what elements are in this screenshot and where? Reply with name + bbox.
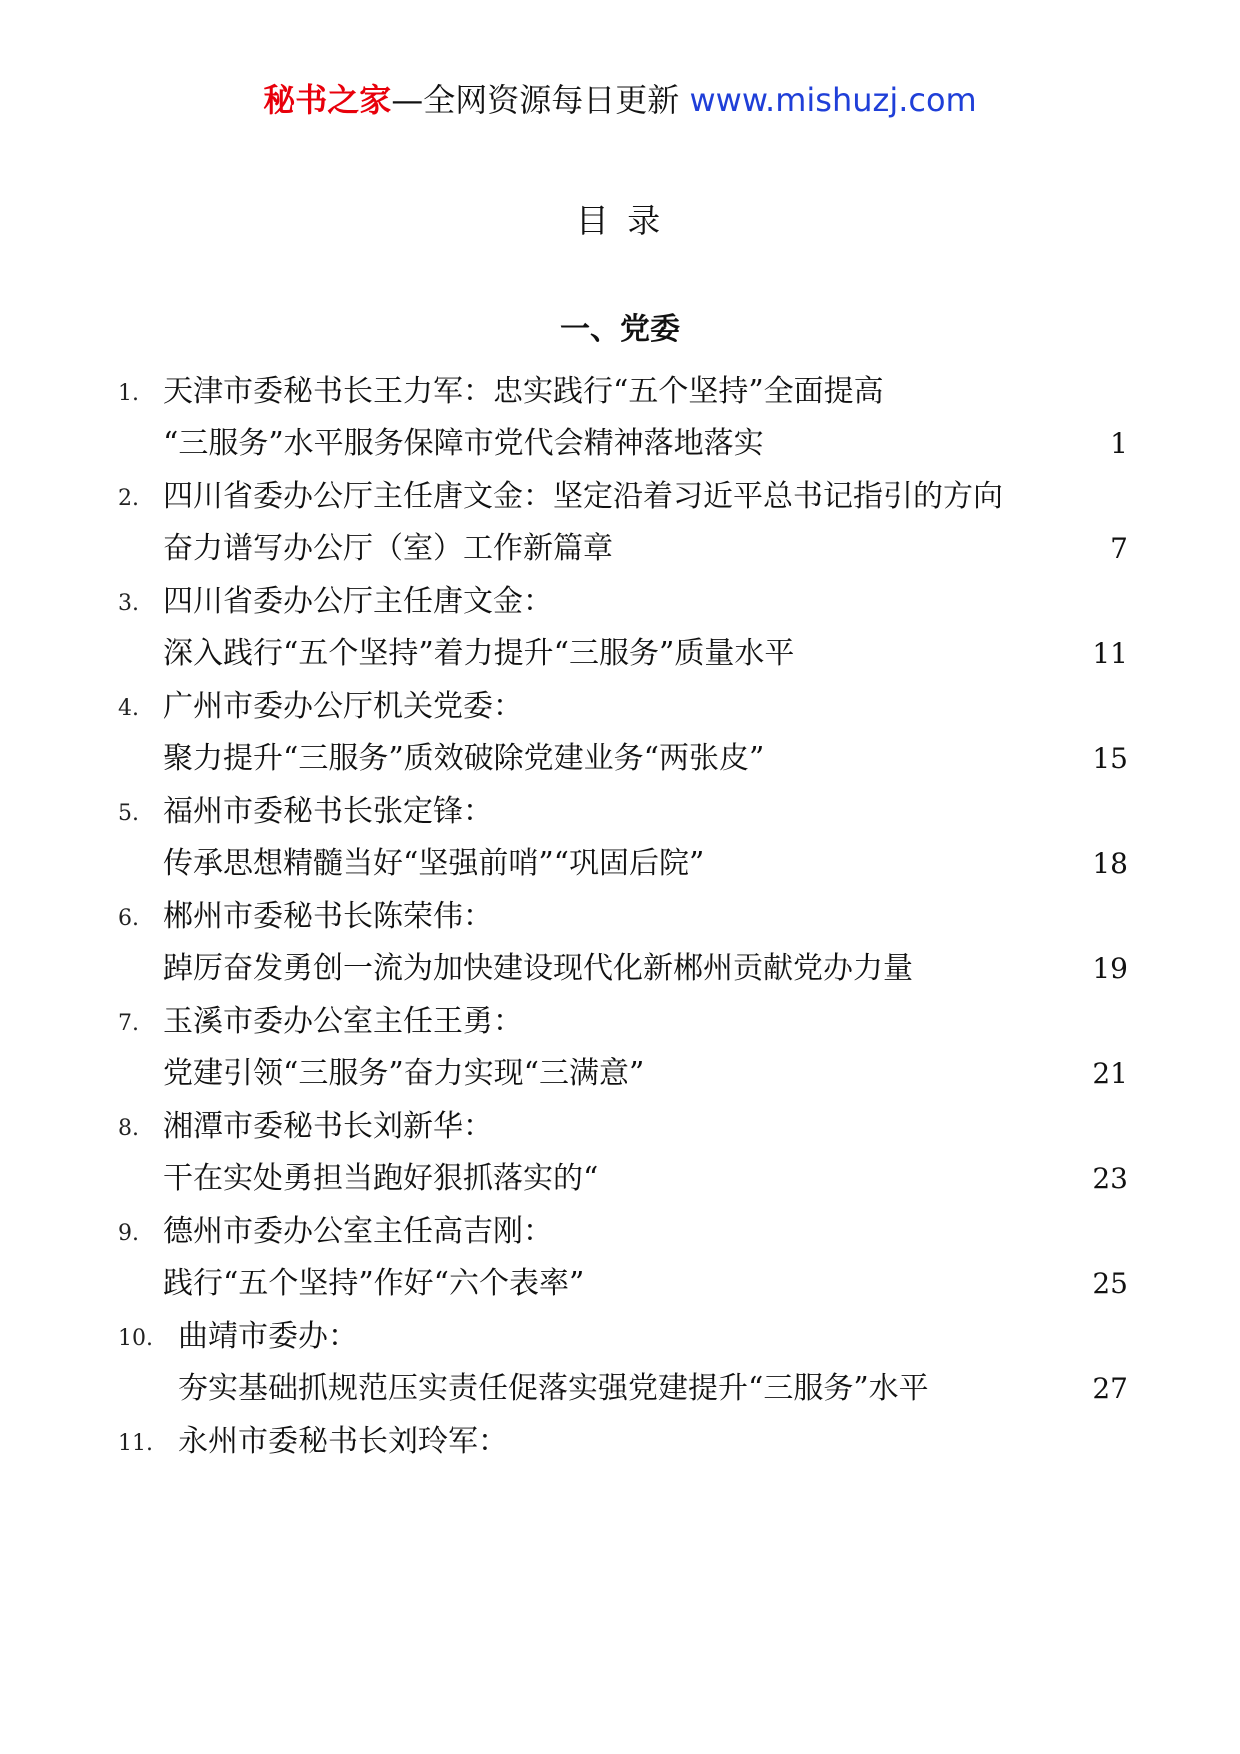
toc-entry-page: 25 (1092, 1267, 1128, 1300)
toc-entry-10-title-line[interactable] (0, 1311, 1240, 1363)
toc-entry-number: 6. (118, 906, 139, 931)
toc-entry-number: 10. (118, 1326, 153, 1351)
toc-entry-page: 7 (1110, 532, 1128, 565)
toc-entry-3-title-line[interactable] (0, 576, 1240, 628)
toc-entry-subtitle: 夯实基础抓规范压实责任促落实强党建提升“三服务”水平 (178, 1371, 929, 1406)
toc-entry-4-cont-line[interactable] (0, 733, 1240, 785)
toc-entry-9-title-line[interactable] (0, 1206, 1240, 1258)
toc-entry-7-title-line[interactable] (0, 996, 1240, 1048)
banner-url-link[interactable]: www.mishuzj.com (689, 81, 977, 119)
toc-entry-subtitle: 奋力谱写办公厅（室）工作新篇章 (163, 531, 613, 566)
toc-entry-page: 27 (1092, 1372, 1128, 1405)
toc-entry-10-cont-line[interactable] (0, 1363, 1240, 1415)
toc-entry-title: 福州市委秘书长张定锋： (163, 794, 493, 829)
toc-entry-title: 玉溪市委办公室主任王勇： (163, 1004, 523, 1039)
toc-entry-2-title-line[interactable] (0, 471, 1240, 523)
toc-entry-subtitle: 干在实处勇担当跑好狠抓落实的“ (163, 1161, 599, 1196)
toc-entry-7-cont-line[interactable] (0, 1048, 1240, 1100)
banner-brand: 秘书之家 (263, 81, 392, 119)
toc-entry-title: 曲靖市委办： (178, 1319, 358, 1354)
toc-entry-page: 18 (1092, 847, 1128, 880)
toc-entry-title: 郴州市委秘书长陈荣伟： (163, 899, 493, 934)
toc-title: 目 录 (575, 201, 665, 240)
toc-entry-8-title-line[interactable] (0, 1101, 1240, 1153)
toc-entry-8-cont-line[interactable] (0, 1153, 1240, 1205)
toc-entry-5-cont-line[interactable] (0, 838, 1240, 890)
toc-entry-6-title-line[interactable] (0, 891, 1240, 943)
toc-entry-subtitle: 踔厉奋发勇创一流为加快建设现代化新郴州贡献党办力量 (163, 951, 913, 986)
toc-entry-title: 天津市委秘书长王力军：忠实践行“五个坚持”全面提高 (163, 374, 884, 409)
toc-entry-subtitle: 传承思想精髓当好“坚强前哨”“巩固后院” (163, 846, 705, 881)
toc-entry-title: 广州市委办公厅机关党委： (163, 689, 523, 724)
toc-entry-number: 2. (118, 486, 139, 511)
toc-entry-title: 湘潭市委秘书长刘新华： (163, 1109, 493, 1144)
section-heading: 一、党委 (560, 312, 680, 347)
toc-entry-3-cont-line[interactable] (0, 628, 1240, 680)
toc-entry-subtitle: 聚力提升“三服务”质效破除党建业务“两张皮” (163, 741, 765, 776)
toc-entry-9-cont-line[interactable] (0, 1258, 1240, 1310)
toc-entry-title: 四川省委办公厅主任唐文金： (163, 584, 553, 619)
toc-entry-number: 1. (118, 381, 139, 406)
site-banner (0, 78, 1240, 122)
toc-entry-page: 11 (1092, 637, 1128, 670)
toc-entry-2-cont-line[interactable] (0, 523, 1240, 575)
toc-entry-subtitle: 深入践行“五个坚持”着力提升“三服务”质量水平 (163, 636, 795, 671)
toc-entry-number: 8. (118, 1116, 139, 1141)
toc-entry-page: 15 (1092, 742, 1128, 775)
toc-entry-5-title-line[interactable] (0, 786, 1240, 838)
toc-entry-number: 7. (118, 1011, 139, 1036)
toc-entry-title: 四川省委办公厅主任唐文金：坚定沿着习近平总书记指引的方向 (163, 479, 1003, 514)
banner-slogan: —全网资源每日更新 (391, 81, 690, 119)
toc-entry-11-title-line[interactable] (0, 1416, 1240, 1468)
toc-entry-number: 4. (118, 696, 139, 721)
toc-entry-subtitle: 践行“五个坚持”作好“六个表率” (163, 1266, 585, 1301)
toc-entry-page: 1 (1110, 427, 1128, 460)
toc-entry-subtitle: 党建引领“三服务”奋力实现“三满意” (163, 1056, 645, 1091)
toc-entry-title: 德州市委办公室主任高吉刚： (163, 1214, 553, 1249)
toc-entry-1-title-line[interactable] (0, 366, 1240, 418)
toc-entry-page: 21 (1092, 1057, 1128, 1090)
toc-entry-number: 5. (118, 801, 139, 826)
toc-entry-number: 11. (118, 1431, 153, 1456)
toc-entry-title: 永州市委秘书长刘玲军： (178, 1424, 508, 1459)
toc-entry-number: 9. (118, 1221, 139, 1246)
toc-entry-subtitle: “三服务”水平服务保障市党代会精神落地落实 (163, 426, 764, 461)
toc-entry-6-cont-line[interactable] (0, 943, 1240, 995)
toc-entry-1-cont-line[interactable] (0, 418, 1240, 470)
toc-entry-number: 3. (118, 591, 139, 616)
toc-entry-page: 23 (1092, 1162, 1128, 1195)
toc-entry-4-title-line[interactable] (0, 681, 1240, 733)
toc-entry-page: 19 (1092, 952, 1128, 985)
